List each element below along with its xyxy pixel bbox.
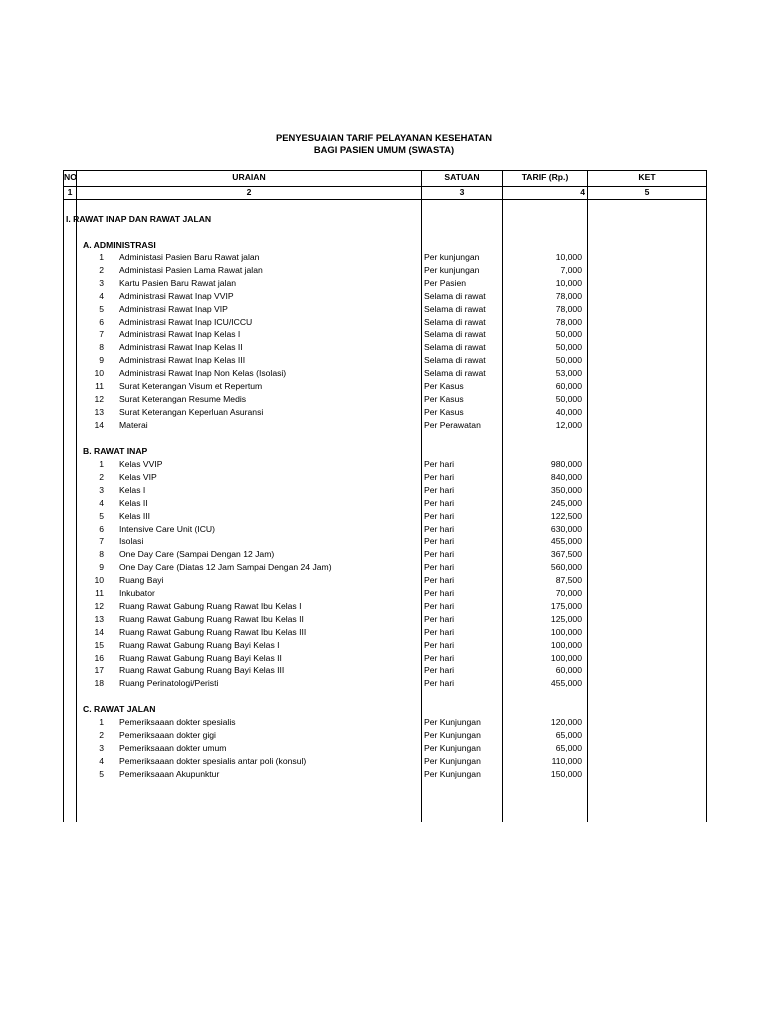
colnum-satuan: 3 (459, 187, 465, 197)
row-tarif: 100,000 (550, 626, 582, 637)
row-uraian: Surat Keterangan Keperluan Asuransi (119, 406, 264, 417)
row-uraian: Pemeriksaaan dokter spesialis antar poli (konsul) (119, 755, 307, 766)
row-satuan: Per kunjungan (424, 252, 480, 262)
row-tarif: 840,000 (550, 471, 582, 482)
row-uraian: One Day Care (Diatas 12 Jam Sampai Dengan 24 Jam) (119, 562, 332, 573)
row-satuan: Per hari (424, 652, 455, 663)
row-number: 2 (99, 729, 104, 740)
row-uraian: Ruang Rawat Gabung Ruang Bayi Kelas III (119, 665, 285, 676)
row-number: 15 (94, 639, 104, 650)
row-number: 18 (94, 678, 104, 689)
row-satuan: Per hari (424, 497, 455, 508)
row-uraian: One Day Care (Sampai Dengan 12 Jam) (119, 549, 275, 560)
colnum-tarif: 4 (580, 187, 585, 197)
row-satuan: Per Perawatan (424, 419, 481, 430)
row-tarif: 50,000 (555, 355, 582, 366)
table-left-border (63, 170, 64, 822)
row-satuan: Per Kunjungan (424, 768, 481, 779)
row-tarif: 78,000 (555, 290, 582, 301)
row-uraian: Administrasi Rawat Inap Kelas III (119, 355, 246, 366)
section-title: A. ADMINISTRASI (83, 240, 156, 250)
row-uraian: Ruang Rawat Gabung Ruang Bayi Kelas II (119, 652, 282, 663)
col-divider-tarif (587, 170, 588, 822)
row-uraian: Pemeriksaaan Akupunktur (119, 768, 220, 779)
row-uraian: Kelas I (119, 484, 146, 495)
colnum-uraian: 2 (246, 187, 252, 197)
row-satuan: Per hari (424, 626, 455, 637)
row-uraian: Materai (119, 419, 148, 430)
row-uraian: Administrasi Rawat Inap Non Kelas (Isolasi) (119, 368, 287, 379)
row-tarif: 245,000 (550, 497, 582, 508)
row-satuan: Per Kunjungan (424, 729, 481, 740)
row-uraian: Kelas VVIP (119, 459, 163, 469)
row-tarif: 60,000 (555, 665, 582, 676)
row-number: 10 (94, 368, 104, 379)
row-number: 5 (99, 303, 104, 314)
row-number: 12 (94, 600, 104, 611)
row-number: 5 (99, 510, 104, 521)
row-tarif: 50,000 (555, 342, 582, 353)
row-number: 6 (99, 523, 104, 534)
row-uraian: Administasi Pasien Baru Rawat jalan (119, 252, 260, 262)
colnum-ket: 5 (644, 187, 650, 197)
row-satuan: Per hari (424, 484, 455, 495)
col-divider-no (76, 170, 77, 822)
table-top-border (63, 170, 706, 171)
row-number: 1 (99, 459, 104, 469)
row-uraian: Administrasi Rawat Inap Kelas I (119, 329, 241, 340)
row-satuan: Per hari (424, 600, 455, 611)
row-tarif: 78,000 (555, 303, 582, 314)
row-tarif: 87,500 (555, 575, 582, 586)
row-uraian: Administrasi Rawat Inap Kelas II (119, 342, 243, 353)
row-tarif: 12,000 (555, 419, 582, 430)
row-number: 1 (99, 717, 104, 727)
row-satuan: Per hari (424, 639, 455, 650)
row-tarif: 65,000 (555, 742, 582, 753)
row-uraian: Administrasi Rawat Inap VVIP (119, 290, 234, 301)
row-uraian: Surat Keterangan Visum et Repertum (119, 381, 263, 391)
row-tarif: 175,000 (550, 600, 582, 611)
row-tarif: 40,000 (555, 406, 582, 417)
row-number: 3 (99, 277, 104, 288)
row-satuan: Per hari (424, 459, 455, 469)
row-satuan: Per hari (424, 665, 455, 676)
row-uraian: Administrasi Rawat Inap ICU/ICCU (119, 316, 253, 327)
row-tarif: 60,000 (555, 381, 582, 391)
row-satuan: Per Kunjungan (424, 717, 481, 727)
row-satuan: Per hari (424, 613, 455, 624)
row-satuan: Selama di rawat (424, 368, 486, 379)
row-satuan: Selama di rawat (424, 290, 486, 301)
row-number: 14 (94, 419, 104, 430)
row-tarif: 110,000 (551, 755, 582, 766)
row-tarif: 78,000 (555, 316, 582, 327)
row-tarif: 10,000 (555, 277, 582, 288)
header-tarif: TARIF (Rp.) (521, 172, 569, 182)
row-tarif: 125,000 (550, 613, 582, 624)
number-row-separator (63, 199, 706, 200)
col-divider-uraian (421, 170, 422, 822)
row-satuan: Selama di rawat (424, 355, 486, 366)
table-right-border (706, 170, 707, 822)
row-uraian: Ruang Bayi (119, 575, 164, 586)
row-satuan: Per Kunjungan (424, 755, 481, 766)
row-uraian: Surat Keterangan Resume Medis (119, 393, 247, 404)
row-uraian: Administasi Pasien Lama Rawat jalan (119, 264, 263, 275)
header-uraian: URAIAN (232, 172, 266, 182)
row-number: 5 (99, 768, 104, 779)
row-satuan: Per hari (424, 536, 455, 547)
row-tarif: 65,000 (555, 729, 582, 740)
row-satuan: Per Kasus (424, 393, 464, 404)
row-number: 6 (99, 316, 104, 327)
row-satuan: Per kunjungan (424, 264, 480, 275)
row-number: 10 (94, 575, 104, 586)
row-tarif: 350,000 (550, 484, 582, 495)
row-number: 8 (99, 342, 104, 353)
row-satuan: Per hari (424, 575, 455, 586)
row-tarif: 7,000 (560, 264, 582, 275)
row-satuan: Selama di rawat (424, 329, 486, 340)
row-satuan: Per Kunjungan (424, 742, 481, 753)
row-uraian: Kelas II (119, 497, 148, 508)
colnum-no: 1 (67, 187, 73, 197)
row-tarif: 150,000 (550, 768, 582, 779)
section-title: C. RAWAT JALAN (83, 704, 156, 714)
row-number: 12 (94, 393, 104, 404)
row-uraian: Ruang Rawat Gabung Ruang Rawat Ibu Kelas II (119, 613, 304, 624)
row-tarif: 70,000 (555, 588, 582, 598)
row-uraian: Administrasi Rawat Inap VIP (119, 303, 228, 314)
row-number: 16 (94, 652, 104, 663)
header-no: NO (64, 172, 77, 182)
row-number: 3 (99, 484, 104, 495)
row-tarif: 100,000 (550, 639, 582, 650)
document-subtitle: BAGI PASIEN UMUM (SWASTA) (313, 144, 455, 155)
row-tarif: 367,500 (550, 549, 582, 560)
row-tarif: 120,000 (550, 717, 582, 727)
row-satuan: Per hari (424, 523, 455, 534)
row-uraian: Ruang Rawat Gabung Ruang Rawat Ibu Kelas I (119, 600, 302, 611)
row-number: 14 (94, 626, 104, 637)
row-number: 9 (99, 562, 104, 573)
row-tarif: 50,000 (555, 393, 582, 404)
row-satuan: Selama di rawat (424, 303, 486, 314)
row-number: 4 (99, 755, 104, 766)
row-number: 11 (95, 588, 104, 598)
row-uraian: Kartu Pasien Baru Rawat jalan (119, 277, 237, 288)
row-number: 13 (94, 613, 104, 624)
row-satuan: Per hari (424, 678, 455, 689)
row-tarif: 122,500 (550, 510, 582, 521)
row-number: 8 (99, 549, 104, 560)
row-tarif: 560,000 (550, 562, 582, 573)
row-satuan: Per Kasus (424, 406, 464, 417)
row-satuan: Per hari (424, 471, 455, 482)
row-tarif: 630,000 (550, 523, 582, 534)
row-satuan: Per hari (424, 549, 455, 560)
row-uraian: Pemeriksaaan dokter gigi (119, 729, 216, 740)
row-tarif: 455,000 (550, 536, 582, 547)
row-number: 4 (99, 290, 104, 301)
row-uraian: Intensive Care Unit (ICU) (119, 523, 215, 534)
row-satuan: Per hari (424, 588, 455, 598)
row-uraian: Ruang Perinatologi/Peristi (119, 678, 219, 689)
row-satuan: Per hari (424, 562, 455, 573)
row-number: 17 (94, 665, 104, 676)
row-uraian: Kelas VIP (119, 471, 157, 482)
row-tarif: 455,000 (550, 678, 582, 689)
row-number: 11 (95, 381, 104, 391)
row-satuan: Per Kasus (424, 381, 464, 391)
row-uraian: Isolasi (119, 536, 144, 547)
row-number: 4 (99, 497, 104, 508)
document-title: PENYESUAIAN TARIF PELAYANAN KESEHATAN (276, 132, 492, 143)
row-satuan: Per Pasien (424, 277, 467, 288)
row-number: 9 (99, 355, 104, 366)
row-number: 1 (99, 252, 104, 262)
row-number: 7 (99, 536, 104, 547)
row-uraian: Ruang Rawat Gabung Ruang Bayi Kelas I (119, 639, 280, 650)
row-uraian: Ruang Rawat Gabung Ruang Rawat Ibu Kelas III (119, 626, 307, 637)
row-number: 7 (99, 329, 104, 340)
row-tarif: 980,000 (550, 459, 582, 469)
row-tarif: 10,000 (555, 252, 582, 262)
header-satuan: SATUAN (444, 172, 480, 182)
row-number: 2 (99, 471, 104, 482)
row-uraian: Pemeriksaaan dokter umum (119, 742, 227, 753)
row-number: 3 (99, 742, 104, 753)
section-main-heading: I. RAWAT INAP DAN RAWAT JALAN (66, 214, 212, 224)
row-satuan: Selama di rawat (424, 342, 486, 353)
row-satuan: Per hari (424, 510, 455, 521)
row-uraian: Kelas III (119, 510, 151, 521)
row-tarif: 50,000 (555, 329, 582, 340)
row-tarif: 53,000 (555, 368, 582, 379)
row-uraian: Inkubator (119, 588, 155, 598)
row-number: 13 (94, 406, 104, 417)
section-title: B. RAWAT INAP (83, 446, 148, 456)
row-tarif: 100,000 (550, 652, 582, 663)
row-number: 2 (99, 264, 104, 275)
row-uraian: Pemeriksaaan dokter spesialis (119, 717, 236, 727)
header-ket: KET (638, 172, 656, 182)
row-satuan: Selama di rawat (424, 316, 486, 327)
